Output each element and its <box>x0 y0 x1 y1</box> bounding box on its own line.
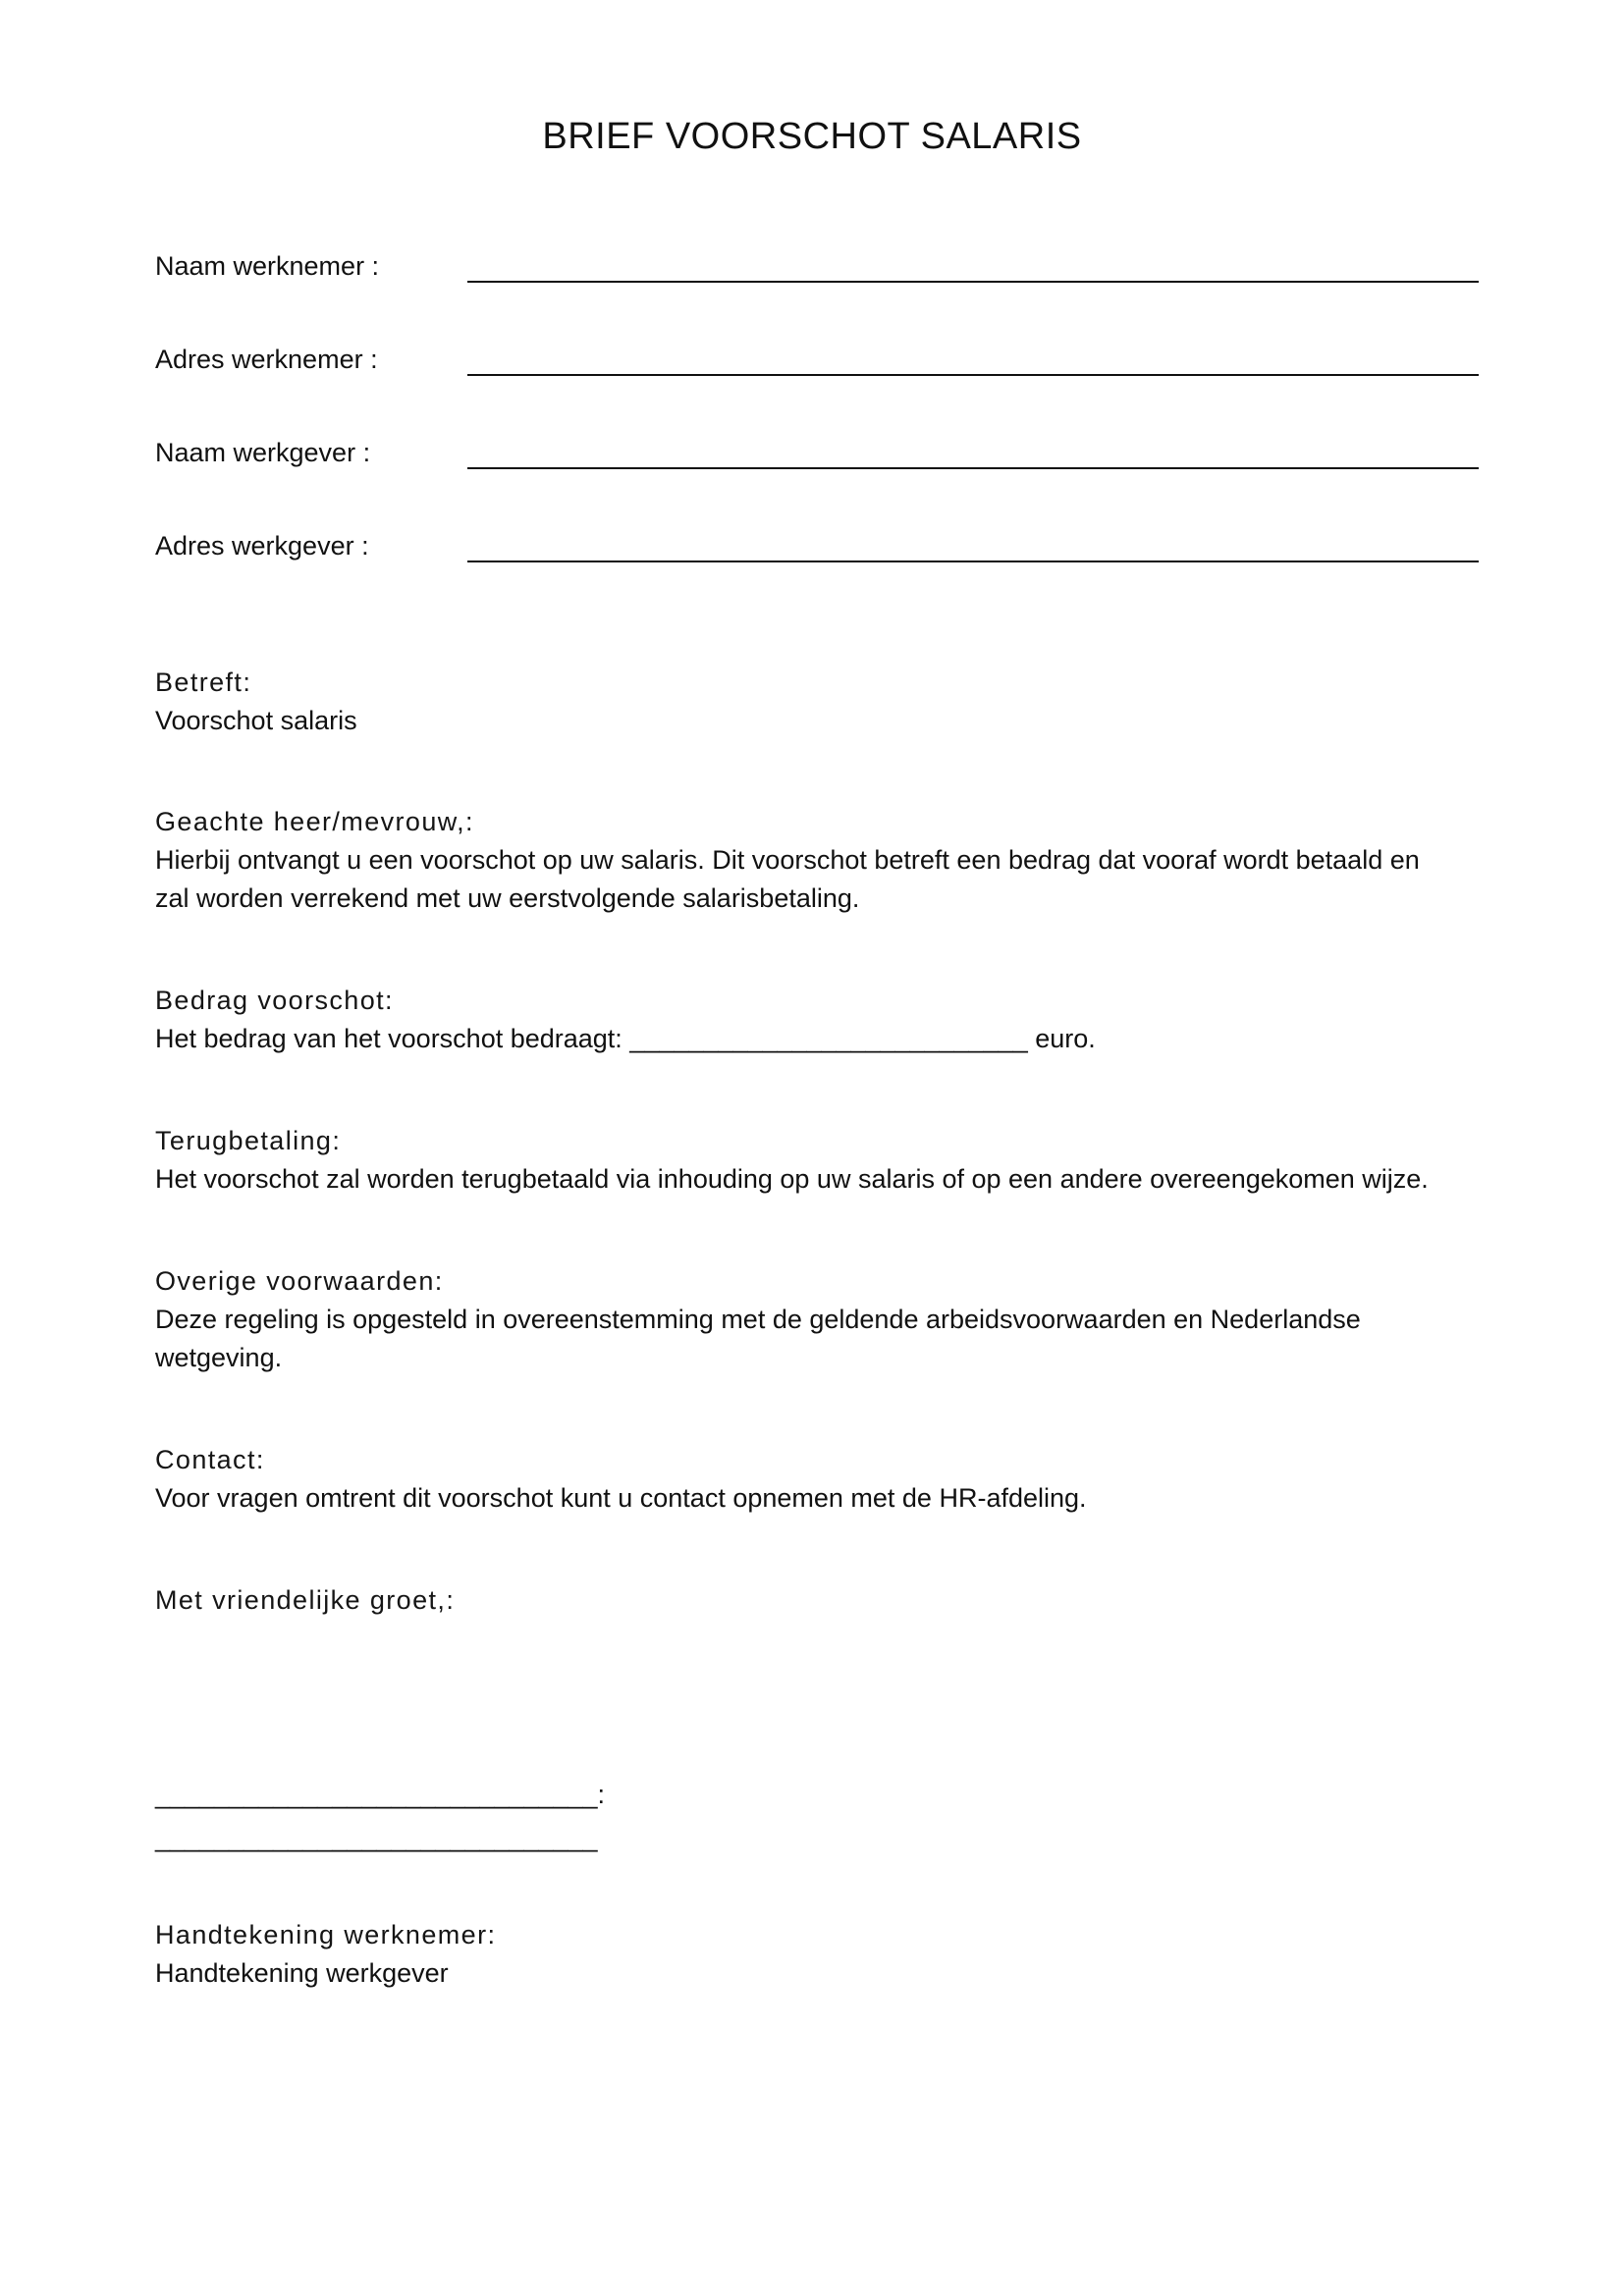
section-body-line: Hierbij ontvangt u een voorschot op uw salaris. Dit voorschot betreft een bedrag dat vooraf wordt betaald en <box>155 845 1420 875</box>
section-heading: Geachte heer/mevrouw,: <box>155 807 474 836</box>
section-afsluiting <box>155 1581 1490 1620</box>
field-label: Adres werknemer : <box>155 345 378 374</box>
section-heading: Terugbetaling: <box>155 1126 342 1155</box>
section-heading: Overige voorwaarden: <box>155 1266 444 1296</box>
section-body-line: zal worden verrekend met uw eerstvolgende salarisbetaling. <box>155 883 860 913</box>
section-terugbetaling <box>155 1122 1490 1199</box>
signature-label-employer: Handtekening werkgever <box>155 1958 449 1988</box>
section-body: Voorschot salaris <box>155 706 357 735</box>
field-label: Adres werkgever : <box>155 531 369 561</box>
section-body: Voor vragen omtrent dit voorschot kunt u contact opnemen met de HR-afdeling. <box>155 1483 1087 1513</box>
field-employee-address <box>155 339 1479 382</box>
section-body: Het voorschot zal worden terugbetaald via inhouding op uw salaris of op een andere overeengekomen wijze. <box>155 1164 1429 1194</box>
signature-lines <box>155 1773 605 1859</box>
section-heading: Bedrag voorschot: <box>155 986 394 1015</box>
signature-labels <box>155 1916 1490 1993</box>
employee-name-line[interactable] <box>467 281 1479 283</box>
field-employer-name <box>155 432 1479 475</box>
field-employer-address <box>155 525 1479 568</box>
section-aanhef <box>155 803 1490 918</box>
section-bedrag <box>155 982 1490 1058</box>
employer-name-line[interactable] <box>467 467 1479 469</box>
section-body-line: Deze regeling is opgesteld in overeenstemming met de geldende arbeidsvoorwaarden en Nederlandse <box>155 1305 1361 1334</box>
signature-line-employee[interactable]: ______________________________: <box>155 1780 605 1809</box>
closing-heading: Met vriendelijke groet,: <box>155 1585 456 1615</box>
signature-line-employer[interactable]: ______________________________ <box>155 1823 598 1852</box>
field-employee-name <box>155 245 1479 289</box>
section-heading: Contact: <box>155 1445 265 1474</box>
signature-label-employee: Handtekening werknemer: <box>155 1920 497 1949</box>
section-betreft <box>155 664 1490 740</box>
section-body-line: wetgeving. <box>155 1343 283 1372</box>
field-label: Naam werkgever : <box>155 438 371 467</box>
field-label: Naam werknemer : <box>155 251 380 281</box>
document-title: BRIEF VOORSCHOT SALARIS <box>542 116 1082 157</box>
section-heading: Betreft: <box>155 667 252 697</box>
section-voorwaarden <box>155 1262 1490 1377</box>
section-contact <box>155 1441 1490 1518</box>
section-body: Het bedrag van het voorschot bedraagt: ___________________________ euro. <box>155 1024 1096 1053</box>
employer-address-line[interactable] <box>467 561 1479 562</box>
employee-address-line[interactable] <box>467 374 1479 376</box>
